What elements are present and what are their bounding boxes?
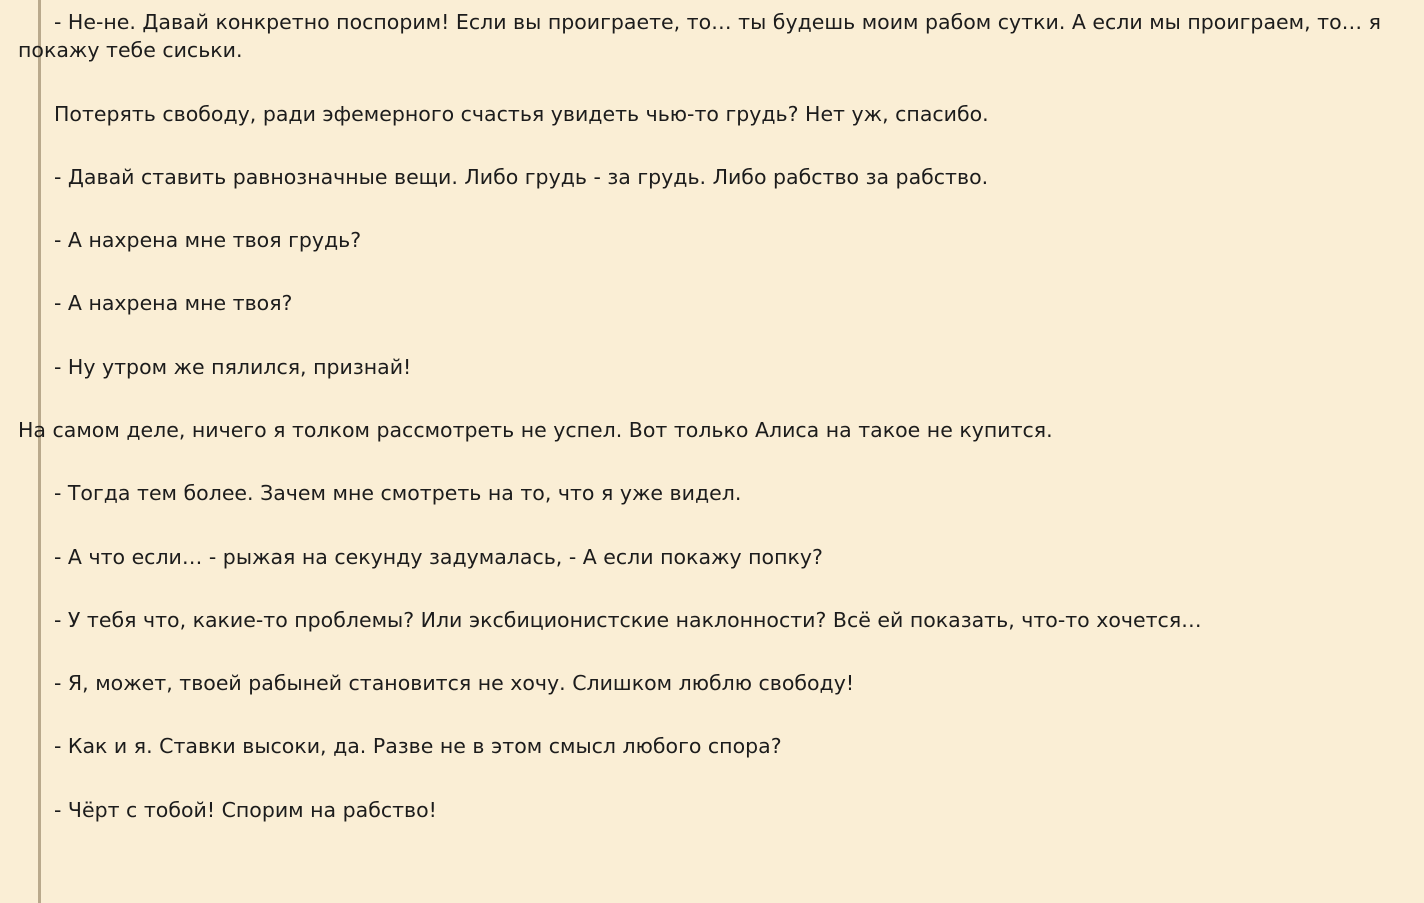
paragraph: - Чёрт с тобой! Спорим на рабство! [54, 797, 437, 822]
paragraph: - А нахрена мне твоя? [54, 291, 293, 316]
paragraph: - Тогда тем более. Зачем мне смотреть на то, что я уже видел. [54, 481, 742, 506]
paragraph: - Не-не. Давай конкретно поспорим! Если вы проиграете, то… ты будешь моим рабом сутки. А если мы проиграем, то… я покажу тебе сиськи. [18, 10, 1381, 63]
paragraph: - А что если… - рыжая на секунду задумалась, - А если покажу попку? [54, 544, 823, 569]
paragraph: - У тебя что, какие-то проблемы? Или эксбиционистские наклонности? Всё ей показать, что-то хочется… [54, 607, 1202, 632]
paragraph: - Как и я. Ставки высоки, да. Разве не в этом смысл любого спора? [54, 734, 782, 759]
paragraph: Потерять свободу, ради эфемерного счастья увидеть чью-то грудь? Нет уж, спасибо. [54, 101, 989, 126]
paragraph: На самом деле, ничего я толком рассмотреть не успел. Вот только Алиса на такое не купится. [18, 417, 1053, 442]
paragraph: - Давай ставить равнозначные вещи. Либо грудь - за грудь. Либо рабство за рабство. [54, 164, 989, 189]
paragraph: - А нахрена мне твоя грудь? [54, 228, 362, 253]
paragraph: - Ну утром же пялился, признай! [54, 354, 412, 379]
paragraph: - Я, может, твоей рабыней становится не хочу. Слишком люблю свободу! [54, 671, 855, 696]
